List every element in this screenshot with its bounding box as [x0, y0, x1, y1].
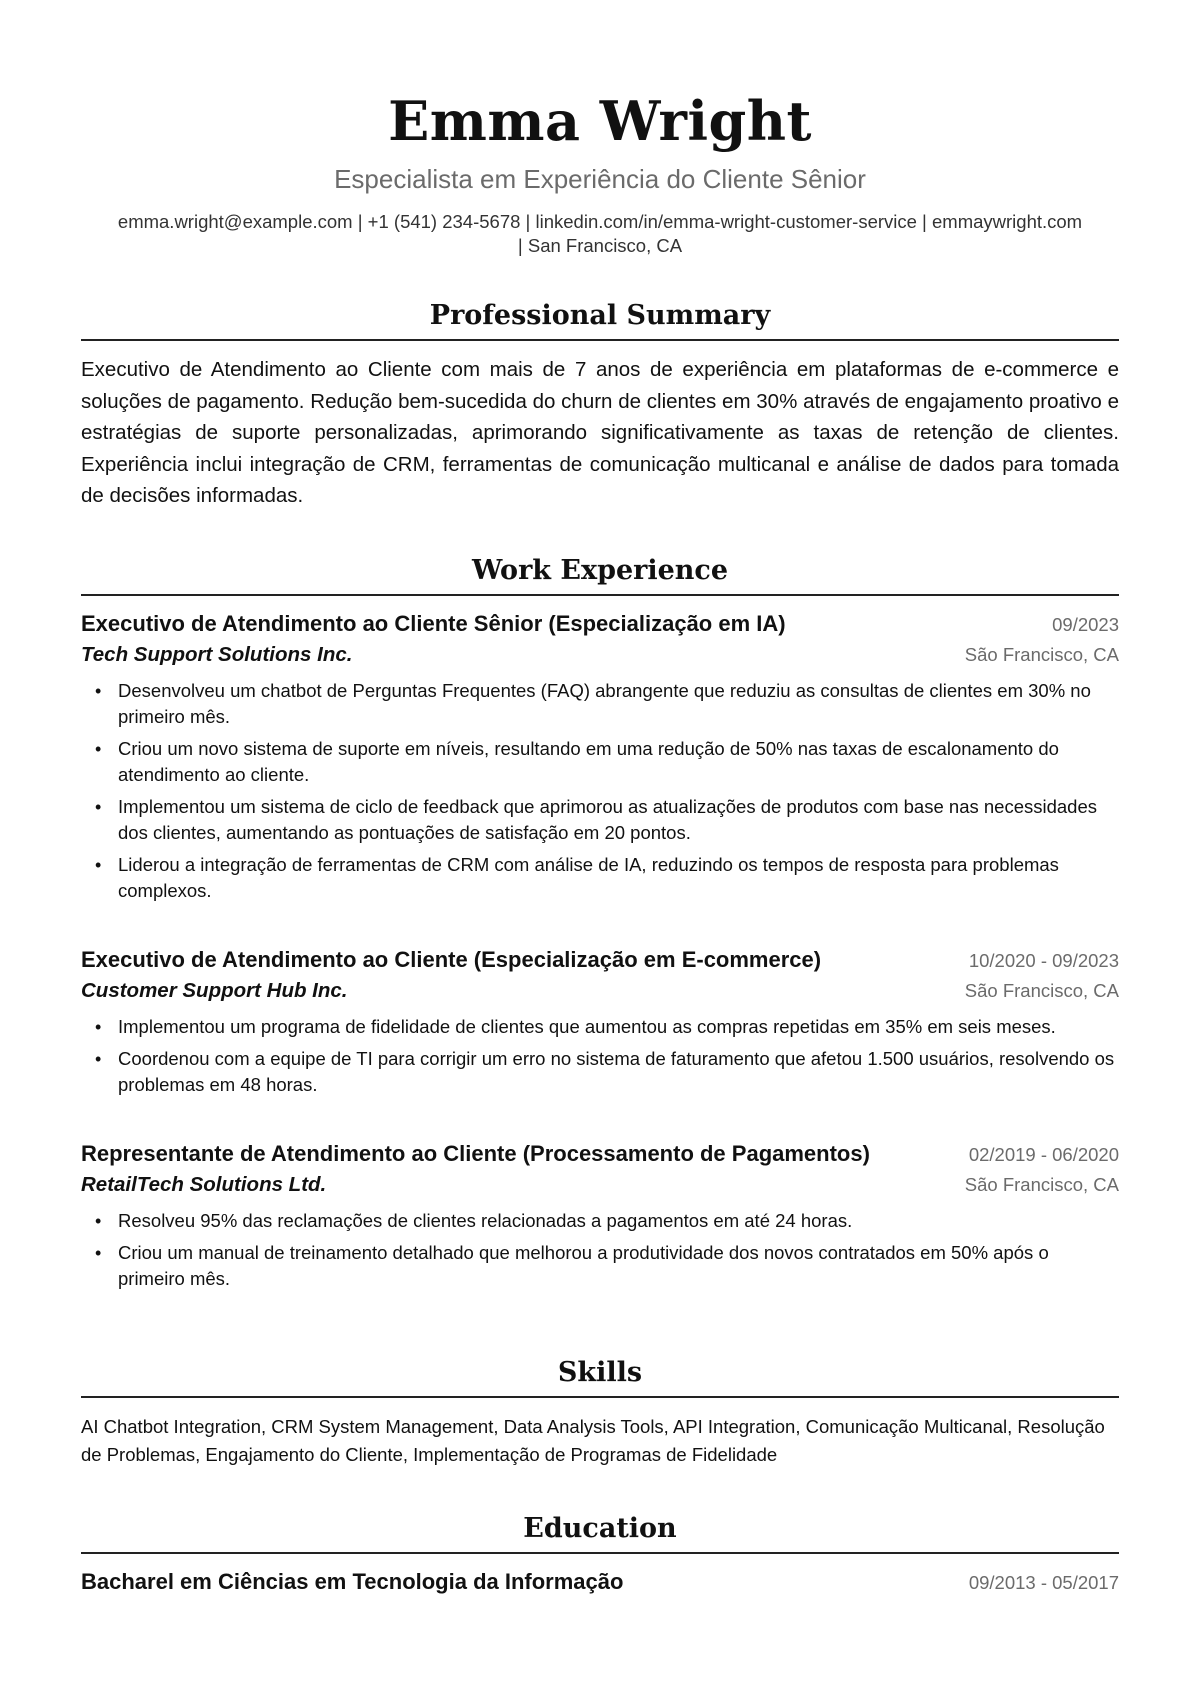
- job-bullet: • Criou um manual de treinamento detalhado que melhorou a produtividade dos novos contratados em 50% após o primeiro mês.: [81, 1240, 1119, 1292]
- job-entry: [81, 609, 1119, 910]
- skills-heading: Skills: [557, 1357, 643, 1388]
- job-title: Executivo de Atendimento ao Cliente (Especialização em E-commerce): [81, 947, 822, 972]
- experience-divider: [81, 594, 1119, 596]
- education-heading: Education: [523, 1513, 677, 1544]
- job-location: São Francisco, CA: [964, 644, 1119, 665]
- job-company: RetailTech Solutions Ltd.: [81, 1173, 327, 1196]
- summary-text: Executivo de Atendimento ao Cliente com mais de 7 anos de experiência em plataformas de e-commerce e soluções de pagamento. Redução bem-sucedida do churn de clientes em 30% através de engajamento proativo e estratégias de suporte personalizadas, aprimorando significativamente as taxas de retenção de clientes. Experiência inclui integração de CRM, ferramentas de comunicação multicanal e análise de dados para tomada de decisões informadas.: [81, 358, 1119, 507]
- contact-line-2: | San Francisco, CA: [517, 235, 683, 256]
- skills-divider: [81, 1396, 1119, 1398]
- education-date: 09/2013 - 05/2017: [968, 1572, 1119, 1593]
- job-bullet: • Implementou um programa de fidelidade de clientes que aumentou as compras repetidas em 35% em seis meses.: [81, 1014, 1119, 1040]
- job-date: 10/2020 - 09/2023: [968, 950, 1119, 971]
- job-bullet: • Liderou a integração de ferramentas de CRM com análise de IA, reduzindo os tempos de resposta para problemas complexos.: [81, 852, 1119, 904]
- job-bullet: • Coordenou com a equipe de TI para corrigir um erro no sistema de faturamento que afetou 1.500 usuários, resolvendo os problemas em 48 horas.: [81, 1046, 1119, 1098]
- education-degree: Bacharel em Ciências em Tecnologia da Informação: [81, 1569, 624, 1594]
- job-company: Tech Support Solutions Inc.: [81, 643, 353, 666]
- job-location: São Francisco, CA: [964, 1174, 1119, 1195]
- education-entry: [81, 1567, 1119, 1598]
- job-bullets: [81, 678, 1119, 904]
- job-bullet: • Implementou um sistema de ciclo de feedback que aprimorou as atualizações de produtos com base nas necessidades dos clientes, aumentando as pontuações de satisfação em 20 pontos.: [81, 794, 1119, 846]
- contact-line-1: emma.wright@example.com | +1 (541) 234-5678 | linkedin.com/in/emma-wright-customer-service | emmaywright.com: [117, 211, 1083, 232]
- job-date: 09/2023: [1052, 614, 1119, 635]
- job-bullet: • Resolveu 95% das reclamações de clientes relacionadas a pagamentos em até 24 horas.: [81, 1208, 1119, 1234]
- job-title: Representante de Atendimento ao Cliente (Processamento de Pagamentos): [81, 1141, 870, 1166]
- skills-text: AI Chatbot Integration, CRM System Management, Data Analysis Tools, API Integration, Comunicação Multicanal, Resolução de Problemas, Engajamento do Cliente, Implementação de Programas de Fidelidade: [81, 1416, 1105, 1465]
- contact-info: [81, 210, 1119, 258]
- education-divider: [81, 1552, 1119, 1554]
- summary-heading: Professional Summary: [429, 300, 771, 331]
- candidate-headline: Especialista em Experiência do Cliente Sênior: [334, 164, 866, 194]
- experience-heading: Work Experience: [471, 555, 729, 586]
- candidate-name: Emma Wright: [388, 89, 812, 153]
- job-bullet: • Desenvolveu um chatbot de Perguntas Frequentes (FAQ) abrangente que reduziu as consultas de clientes em 30% no primeiro mês.: [81, 678, 1119, 730]
- job-entry: [81, 1139, 1119, 1298]
- job-bullets: [81, 1014, 1119, 1098]
- job-company: Customer Support Hub Inc.: [81, 979, 348, 1002]
- job-entry: [81, 945, 1119, 1104]
- job-title: Executivo de Atendimento ao Cliente Sênior (Especialização em IA): [81, 611, 786, 636]
- job-bullet: • Criou um novo sistema de suporte em níveis, resultando em uma redução de 50% nas taxas de escalonamento do atendimento ao cliente.: [81, 736, 1119, 788]
- job-location: São Francisco, CA: [964, 980, 1119, 1001]
- job-bullets: [81, 1208, 1119, 1292]
- job-date: 02/2019 - 06/2020: [968, 1144, 1119, 1165]
- summary-divider: [81, 339, 1119, 341]
